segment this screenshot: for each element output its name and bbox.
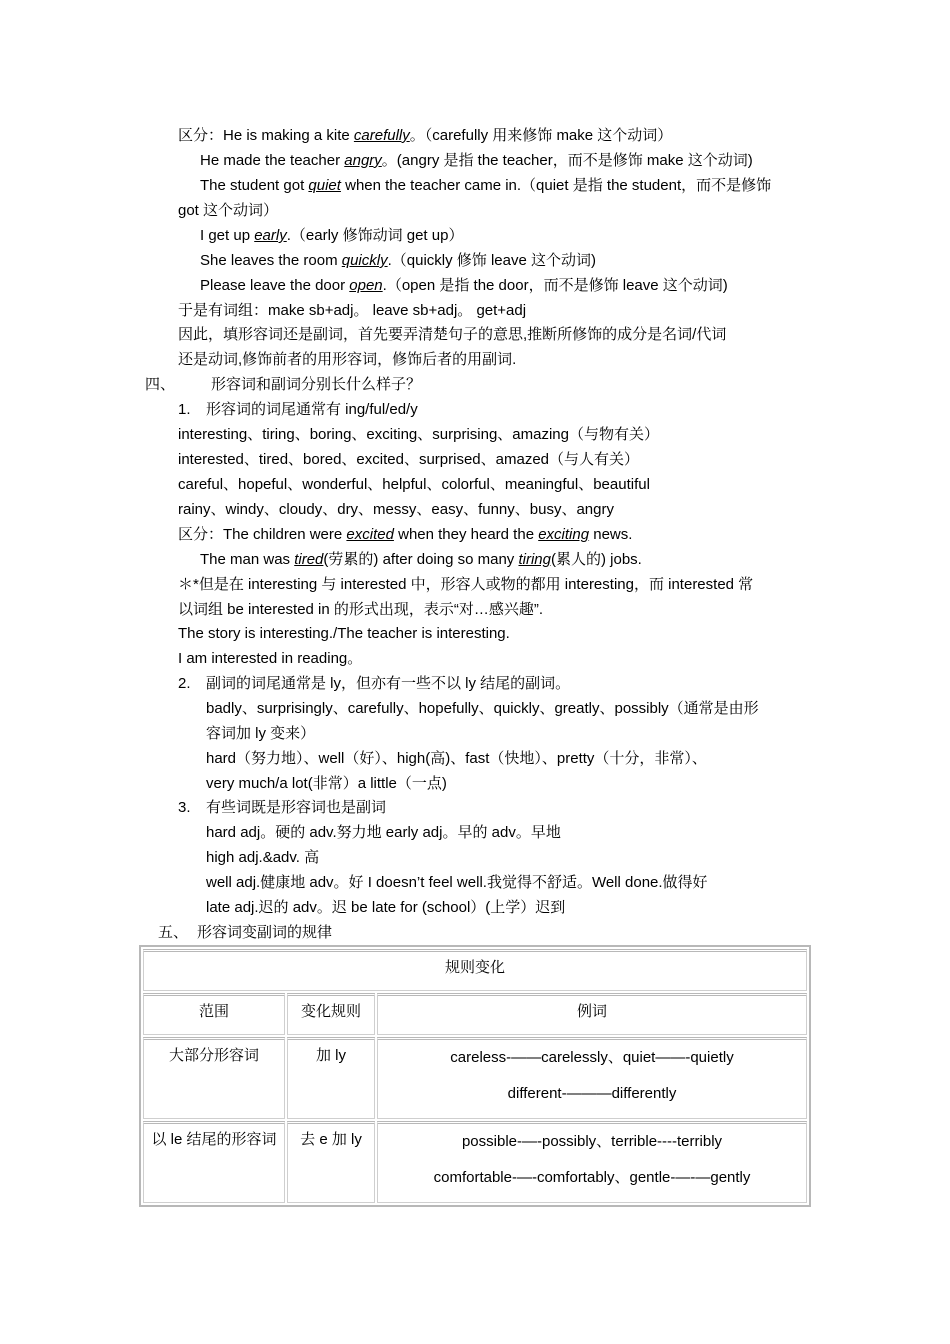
row-rule: 加 ly: [287, 1037, 375, 1119]
line-angry: He made the teacher angry。(angry 是指 the teacher，而不是修饰 make 这个动词): [200, 152, 753, 169]
item-1-number: 1.: [178, 401, 191, 418]
example-line: different-———differently: [507, 1085, 677, 1102]
line-quickly: She leaves the room quickly.（quickly 修饰 leave 这个动词): [200, 252, 596, 269]
adj-list-y: rainy、windy、cloudy、dry、messy、easy、funny、busy、angry: [178, 501, 614, 518]
example-line: comfortable-—-comfortably、gentle-—-—gently: [433, 1169, 751, 1186]
both-late: late adj.迟的 adv。迟 be late for (school）(上学）迟到: [206, 899, 566, 916]
adv-list-other-2: very much/a lot(非常）a little（一点): [206, 775, 447, 792]
line-note-2: 以词组 be interested in 的形式出现，表示“对…感兴趣”.: [178, 601, 544, 618]
adv-list-other-1: hard（努力地）、well（好）、high(高)、fast（快地）、pretty（十分，非常）、: [206, 750, 707, 767]
header-range: 范围: [143, 993, 285, 1035]
header-rule: 变化规则: [287, 993, 375, 1035]
row-examples: [377, 1037, 807, 1119]
both-high: high adj.&adv. 高: [206, 849, 320, 866]
item-2-text: 副词的词尾通常是 ly，但亦有一些不以 ly 结尾的副词。: [206, 675, 571, 692]
item-3-number: 3.: [178, 799, 191, 816]
line-distinguish-carefully: 区分：He is making a kite carefully。（carefully 用来修饰 make 这个动词）: [178, 127, 673, 144]
row-rule: 去 e 加 ly: [287, 1121, 375, 1203]
section-5-heading: 形容词变副词的规律: [197, 924, 333, 941]
line-example-story: The story is interesting./The teacher is interesting.: [178, 625, 510, 642]
both-hard-early: hard adj。硬的 adv.努力地 early adj。早的 adv。早地: [206, 824, 561, 841]
section-4-number: 四、: [145, 376, 176, 393]
item-1-text: 形容词的词尾通常有 ing/ful/ed/y: [206, 401, 418, 418]
both-well: well adj.健康地 adv。好 I doesn’t feel well.我觉得不舒适。Well done.做得好: [206, 874, 708, 891]
adv-list-ly-2: 容词加 ly 变来）: [206, 725, 316, 742]
header-examples: 例词: [377, 993, 807, 1035]
adj-list-ful: careful、hopeful、wonderful、helpful、colorful、meaningful、beautiful: [178, 476, 650, 493]
line-conclusion-1: 因此，填形容词还是副词，首先要弄清楚句子的意思,推断所修饰的成分是名词/代词: [178, 326, 727, 343]
line-early: I get up early.（early 修饰动词 get up）: [200, 227, 464, 244]
table-caption: 规则变化: [143, 949, 807, 991]
line-tired: The man was tired(劳累的) after doing so many tiring(累人的) jobs.: [200, 551, 642, 568]
adj-list-things: interesting、tiring、boring、exciting、surprising、amazing（与物有关）: [178, 426, 659, 443]
line-quiet: The student got quiet when the teacher came in.（quiet 是指 the student，而不是修饰: [200, 177, 772, 194]
line-example-reading: I am interested in reading。: [178, 650, 363, 667]
adv-list-ly-1: badly、surprisingly、carefully、hopefully、quickly、greatly、possibly（通常是由形: [206, 700, 759, 717]
example-line: careless-——carelessly、quiet——-quietly: [450, 1049, 734, 1066]
rules-table: [139, 945, 811, 1207]
adj-list-people: interested、tired、bored、excited、surprised、amazed（与人有关）: [178, 451, 640, 468]
row-examples: [377, 1121, 807, 1203]
line-open: Please leave the door open.（open 是指 the door，而不是修饰 leave 这个动词): [200, 277, 728, 294]
line-excited: 区分：The children were excited when they heard the exciting news.: [178, 526, 633, 543]
table-row: [143, 1037, 807, 1119]
item-2-number: 2.: [178, 675, 191, 692]
section-5-number: 五、: [158, 924, 189, 941]
line-conclusion-2: 还是动词,修饰前者的用形容词，修饰后者的用副词.: [178, 351, 517, 368]
item-3-text: 有些词既是形容词也是副词: [206, 799, 387, 816]
section-4-heading: 形容词和副词分别长什么样子？: [211, 376, 422, 393]
table-row: [143, 1121, 807, 1203]
line-phrases: 于是有词组：make sb+adj。 leave sb+adj。 get+adj: [178, 302, 527, 319]
row-range: 以 le 结尾的形容词: [143, 1121, 285, 1203]
row-range: 大部分形容词: [143, 1037, 285, 1119]
line-quiet-cont: got 这个动词）: [178, 202, 279, 219]
line-note-1: ＊*但是在 interesting 与 interested 中，形容人或物的都用 interesting，而 interested 常: [178, 576, 754, 593]
example-line: possible-—-possibly、terrible----terribly: [461, 1133, 723, 1150]
